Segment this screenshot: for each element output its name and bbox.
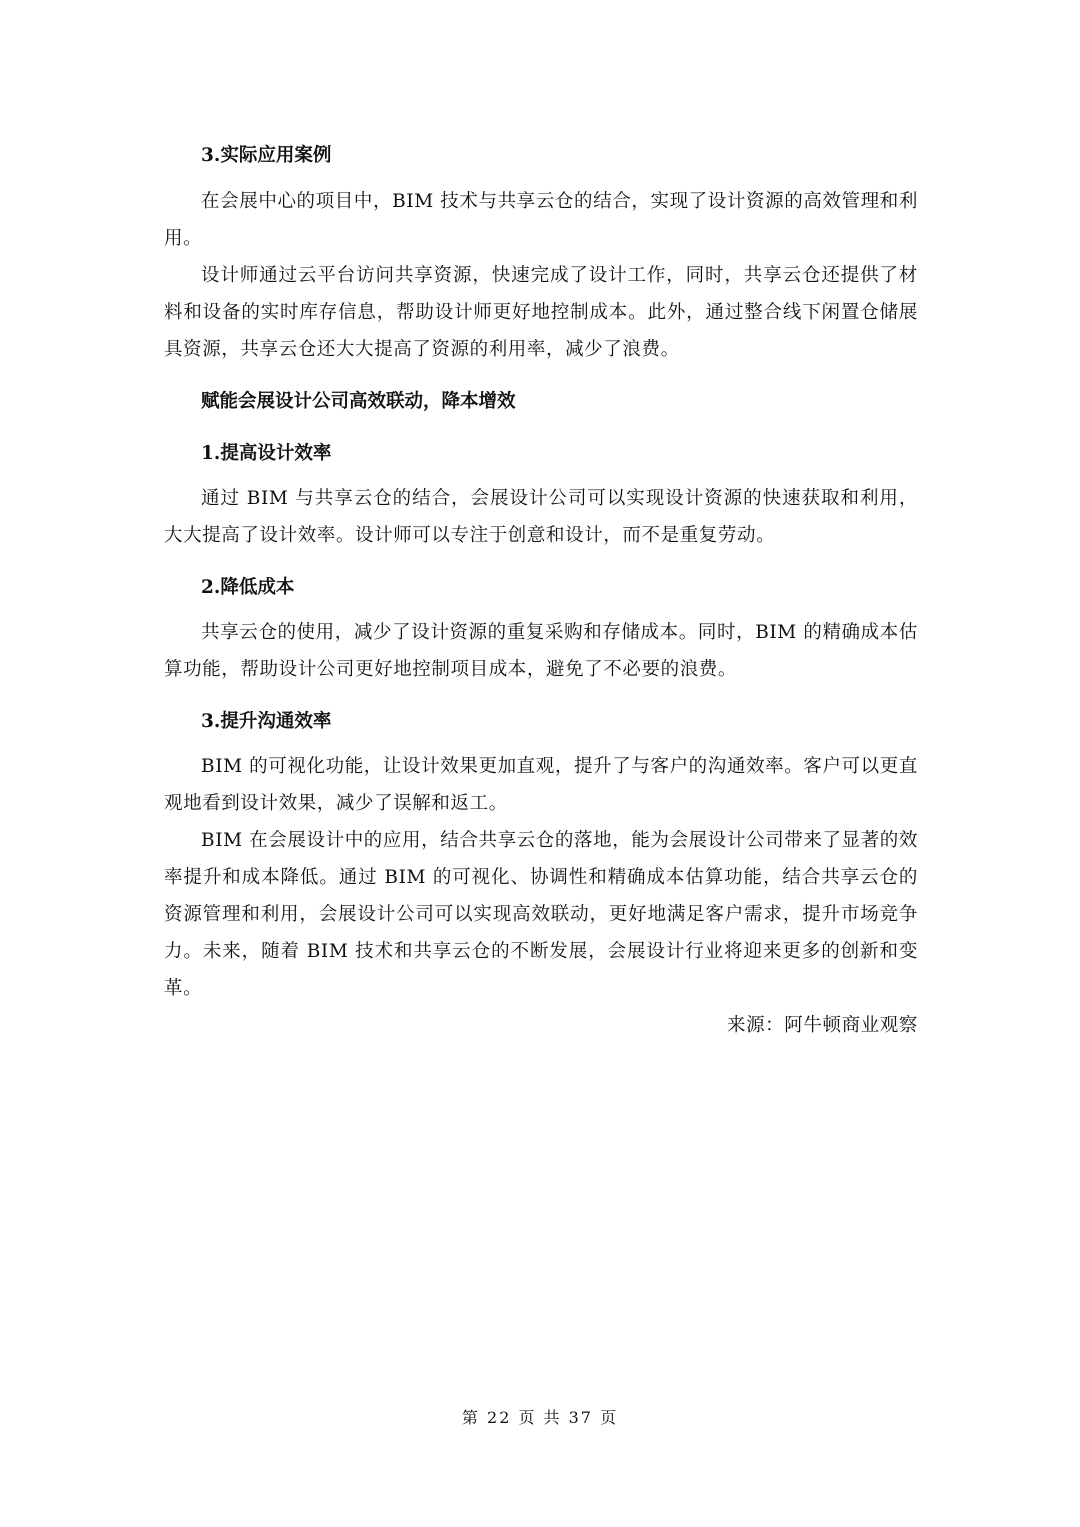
- cost-heading: 2.降低成本: [201, 577, 295, 598]
- empower-heading: 赋能会展设计公司高效联动，降本增效: [201, 391, 516, 412]
- case-heading: 3.实际应用案例: [201, 145, 332, 166]
- page-content: [164, 138, 918, 1044]
- conclusion-paragraph: BIM 在会展设计中的应用，结合共享云仓的落地，能为会展设计公司带来了显著的效率提升和成本降低。通过 BIM 的可视化、协调性和精确成本估算功能，结合共享云仓的资源管理和利用，会展设计公司可以实现高效联动，更好地满足客户需求，提升市场竞争力。未来，随着 BIM 技术和共享云仓的不断发展，会展设计行业将迎来更多的创新和变革。: [164, 830, 918, 999]
- page-number-footer: 第 22 页 共 37 页: [461, 1408, 619, 1427]
- source-attribution: 来源：阿牛顿商业观察: [726, 1015, 918, 1036]
- communication-heading: 3.提升沟通效率: [201, 711, 332, 732]
- cost-paragraph: 共享云仓的使用，减少了设计资源的重复采购和存储成本。同时，BIM 的精确成本估算功能，帮助设计公司更好地控制项目成本，避免了不必要的浪费。: [164, 622, 918, 680]
- communication-paragraph: BIM 的可视化功能，让设计效果更加直观，提升了与客户的沟通效率。客户可以更直观地看到设计效果，减少了误解和返工。: [164, 756, 918, 814]
- case-paragraph-1: 在会展中心的项目中，BIM 技术与共享云仓的结合，实现了设计资源的高效管理和利用。: [164, 191, 918, 249]
- efficiency-paragraph: 通过 BIM 与共享云仓的结合，会展设计公司可以实现设计资源的快速获取和利用，大大提高了设计效率。设计师可以专注于创意和设计，而不是重复劳动。: [164, 488, 918, 546]
- efficiency-heading: 1.提高设计效率: [201, 443, 332, 464]
- case-paragraph-2: 设计师通过云平台访问共享资源，快速完成了设计工作，同时，共享云仓还提供了材料和设备的实时库存信息，帮助设计师更好地控制成本。此外，通过整合线下闲置仓储展具资源，共享云仓还大大提高了资源的利用率，减少了浪费。: [164, 265, 918, 360]
